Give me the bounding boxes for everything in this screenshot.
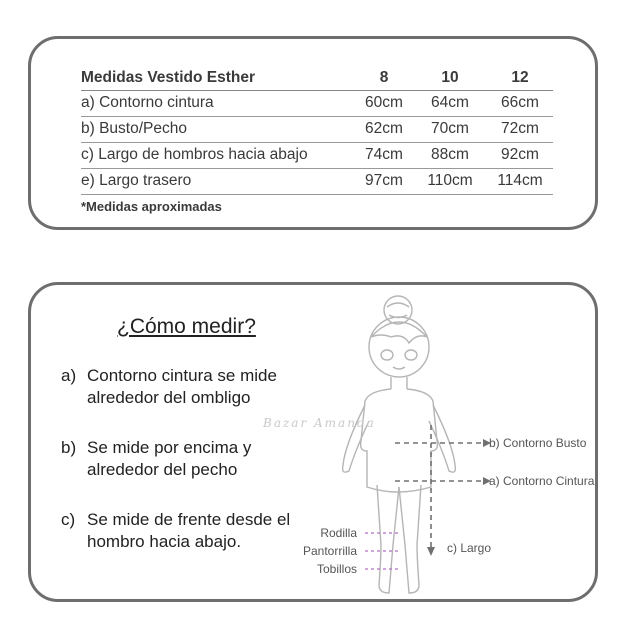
cell-value: 92cm bbox=[487, 143, 553, 169]
cell-value: 62cm bbox=[355, 117, 413, 143]
how-to-measure-panel bbox=[28, 282, 598, 602]
largo-arrow-icon bbox=[427, 547, 435, 556]
cell-value: 70cm bbox=[413, 117, 487, 143]
step-text: Contorno cintura se mide alrededor del ombligo bbox=[87, 366, 277, 407]
size-chart-panel bbox=[28, 36, 598, 230]
cell-value: 88cm bbox=[413, 143, 487, 169]
step-label: a) bbox=[61, 366, 77, 385]
label-rodilla: Rodilla bbox=[320, 526, 357, 540]
cell-value: 60cm bbox=[355, 91, 413, 117]
label-tobillos: Tobillos bbox=[316, 562, 357, 576]
how-to-title: ¿Cómo medir? bbox=[117, 315, 256, 338]
table-row bbox=[81, 143, 553, 169]
girl-measurement-figure bbox=[31, 285, 595, 599]
size-table bbox=[81, 65, 553, 195]
table-row bbox=[81, 169, 553, 195]
row-label: a) Contorno cintura bbox=[81, 91, 355, 117]
girl-illustration bbox=[343, 296, 456, 593]
step-label: c) bbox=[61, 510, 76, 529]
label-contorno-cintura: a) Contorno Cintura bbox=[489, 474, 595, 488]
row-label: b) Busto/Pecho bbox=[81, 117, 355, 143]
cell-value: 72cm bbox=[487, 117, 553, 143]
table-row bbox=[81, 117, 553, 143]
size-10-header: 10 bbox=[413, 65, 487, 91]
row-label: c) Largo de hombros hacia abajo bbox=[81, 143, 355, 169]
watermark-text: Bazar Amanda bbox=[263, 416, 376, 430]
cell-value: 97cm bbox=[355, 169, 413, 195]
label-contorno-busto: b) Contorno Busto bbox=[489, 436, 587, 450]
size-8-header: 8 bbox=[355, 65, 413, 91]
step-text: Se mide de frente desde el hombro hacia abajo. bbox=[87, 510, 291, 551]
step-label: b) bbox=[61, 438, 77, 457]
cell-value: 64cm bbox=[413, 91, 487, 117]
table-title: Medidas Vestido Esther bbox=[81, 65, 355, 91]
label-pantorrilla: Pantorrilla bbox=[302, 544, 357, 558]
step-text: Se mide por encima y alrededor del pecho bbox=[87, 438, 252, 479]
label-largo: c) Largo bbox=[447, 541, 492, 555]
row-label: e) Largo trasero bbox=[81, 169, 355, 195]
size-12-header: 12 bbox=[487, 65, 553, 91]
cell-value: 66cm bbox=[487, 91, 553, 117]
table-row bbox=[81, 91, 553, 117]
size-table-header bbox=[81, 65, 553, 91]
cell-value: 74cm bbox=[355, 143, 413, 169]
footnote: *Medidas aproximadas bbox=[81, 199, 222, 214]
cell-value: 110cm bbox=[413, 169, 487, 195]
cell-value: 114cm bbox=[487, 169, 553, 195]
